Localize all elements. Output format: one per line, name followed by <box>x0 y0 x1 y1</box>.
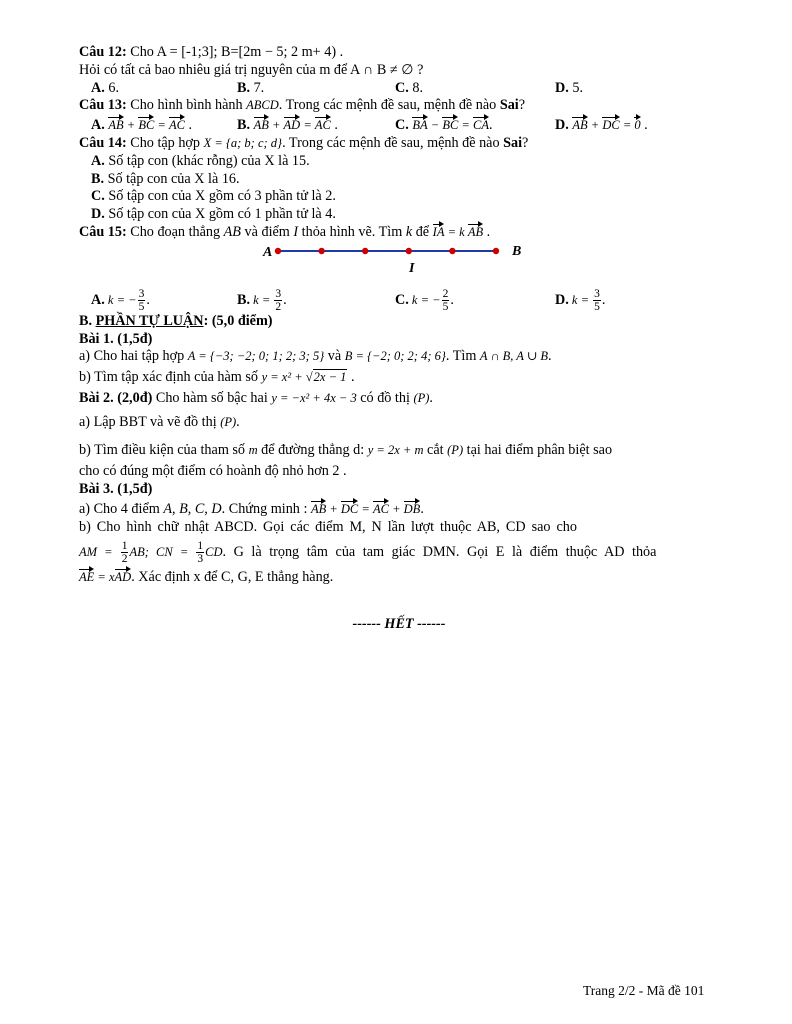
q14-stem-end: . Trong các mệnh đề sau, mệnh đề nào <box>282 134 504 151</box>
q13-option-d[interactable] <box>555 117 695 135</box>
q14-stem-math: X = {a; b; c; d} <box>203 135 283 150</box>
vector: AB <box>108 117 123 135</box>
numerator: 1 <box>197 539 204 552</box>
q13-stem-end: . Trong các mệnh đề sau, mệnh đề nào <box>278 97 500 114</box>
point-i <box>406 248 412 254</box>
ab-expr: AB; CN = <box>129 544 196 559</box>
q14-stem <box>79 135 719 153</box>
param-m: m <box>248 442 258 457</box>
bai2-b-mid2: cắt <box>423 441 448 458</box>
bai1-a-pre: a) Cho hai tập hợp <box>79 348 188 365</box>
sqrt-expr: 2x − 1 <box>313 370 347 385</box>
segment-diagram <box>79 242 719 294</box>
option-pre: k = − <box>408 292 441 307</box>
vector: DC <box>341 501 358 519</box>
graph-p: (P) <box>413 390 430 405</box>
bai2-b-pre: b) Tìm điều kiện của tham số <box>79 441 249 458</box>
option-key: A. <box>91 117 105 134</box>
point-mark <box>318 248 324 254</box>
bai3-b-line3 <box>79 569 719 587</box>
vector: AC <box>315 117 331 135</box>
q13-options <box>79 117 719 135</box>
option-pre: k = <box>250 292 274 307</box>
option-key: D. <box>555 79 569 96</box>
bai1-b: b) Tìm tập xác định của hàm số y = x² + √2x − 1 . <box>79 369 355 386</box>
set-a: A = {−3; −2; 0; 1; 2; 3; 5} <box>187 349 325 364</box>
option-end: . <box>184 117 193 134</box>
vector: BC <box>138 117 154 135</box>
vector: AD <box>284 117 301 135</box>
bai2-a-pre: a) Lập BBT và vẽ đồ thị <box>79 413 221 430</box>
bai2-b-line2: cho có đúng một điểm có hoành độ nhỏ hơn 2 . <box>79 463 347 480</box>
q14-label: Câu 14: <box>79 134 127 151</box>
bai3-b-end: . Xác định x để C, G, E thẳng hàng. <box>131 568 334 585</box>
operator: + <box>123 118 139 133</box>
label-i: I <box>409 260 415 276</box>
denominator: 3 <box>197 552 204 565</box>
vector: AB <box>468 224 483 242</box>
vector: AB <box>254 117 269 135</box>
q15-ab: AB <box>223 223 241 240</box>
vector: AC <box>169 117 185 135</box>
option-key: A. <box>91 291 105 308</box>
point-b <box>493 248 499 254</box>
bai2-b-line1 <box>79 442 719 460</box>
denominator: 5 <box>442 300 449 313</box>
bai2-b-mid: để đường thẳng d: <box>257 441 368 458</box>
option-key: C. <box>395 79 409 96</box>
q14-option-d[interactable] <box>79 206 719 224</box>
part-b-prefix: B. <box>79 312 96 329</box>
operator: = x <box>94 569 115 584</box>
q13-stem-math: ABCD <box>246 98 279 113</box>
option-pre: k = <box>568 292 593 307</box>
cd-expr: CD <box>205 544 223 559</box>
q13-stem <box>79 97 719 115</box>
vector: BA <box>412 117 427 135</box>
bai3-a-pre: a) Cho 4 điểm <box>79 500 164 517</box>
operator: + <box>388 501 404 516</box>
q14-stem-bold: Sai <box>503 134 523 151</box>
q12-stem-text: Cho A = [-1;3]; B=[2m − 5; 2 m+ 4) . <box>130 44 344 60</box>
q15-stem-text: Cho đoạn thẳng <box>126 223 224 240</box>
bai2-a <box>79 414 719 432</box>
option-end: . <box>330 117 338 134</box>
option-end: . <box>450 291 454 308</box>
option-end: . <box>488 117 493 134</box>
q13-option-a[interactable] <box>91 117 237 135</box>
bai3-a <box>79 501 719 519</box>
q14-option-b[interactable] <box>79 171 719 189</box>
set-b: B = {−2; 0; 2; 4; 6} <box>344 349 446 364</box>
vector: DC <box>602 117 619 135</box>
vector: AE <box>79 569 94 587</box>
set-ops: A ∩ B, A ∪ B <box>479 349 549 364</box>
option-key: C. <box>395 117 409 134</box>
bai3-a-end: . <box>420 500 424 517</box>
vector: AB <box>572 117 587 135</box>
exam-page <box>79 44 719 634</box>
operator: = <box>358 501 373 516</box>
point-a <box>275 248 281 254</box>
q15-label: Câu 15: <box>79 223 127 240</box>
bai2-b-end: tại hai điểm phân biệt sao <box>463 441 613 458</box>
numerator: 2 <box>442 287 449 300</box>
option-text: Số tập con của X là 16. <box>104 170 240 187</box>
operator: + <box>587 118 603 133</box>
q13-option-b[interactable] <box>237 117 395 135</box>
q12-label: Câu 12: <box>79 44 127 60</box>
bai1-b-end: . <box>347 369 355 386</box>
option-key: B. <box>237 291 251 308</box>
am-expr: AM = <box>79 544 120 559</box>
operator: = <box>458 118 473 133</box>
numerator: 3 <box>138 287 145 300</box>
part-b-suffix: : (5,0 điểm) <box>203 312 273 329</box>
operator: = <box>154 118 169 133</box>
option-end: . <box>640 117 648 134</box>
vector: CA <box>473 117 489 135</box>
label-b: B <box>512 243 522 259</box>
operator: = <box>300 118 315 133</box>
end-mark: ------ HẾT ------ <box>352 616 446 633</box>
numerator: 3 <box>594 287 600 300</box>
vector: IA <box>433 224 445 242</box>
graph-p: (P) <box>220 414 237 429</box>
vector: 0 <box>634 117 640 135</box>
bai3-b-line1: b) Cho hình chữ nhật ABCD. Gọi các điểm M, N lần lượt thuộc AB, CD sao cho <box>79 518 577 535</box>
q14-stem-text: Cho tập hợp <box>126 134 204 151</box>
bai3-a-mid: . Chứng minh : <box>221 500 311 517</box>
bai2-stem-dot: . <box>429 389 433 406</box>
q13-stem-bold: Sai <box>499 97 519 114</box>
q14-stem-q: ? <box>522 134 529 151</box>
denominator: 5 <box>138 300 145 313</box>
bai2-stem-end: có đồ thị <box>356 389 414 406</box>
q12-stem2: Hỏi có tất cả bao nhiêu giá trị nguyên của m để A ∩ B ≠ ∅ ? <box>79 61 424 78</box>
bai2-stem <box>79 390 719 408</box>
bai3-b-line2 <box>79 540 719 565</box>
option-end: . <box>283 291 287 308</box>
label-a: A <box>263 244 273 260</box>
bai3-label: Bài 3. (1,5đ) <box>79 481 153 498</box>
option-key: A. <box>91 79 105 96</box>
option-key: D. <box>555 291 569 308</box>
option-text: 5. <box>568 79 583 96</box>
bai3-b-rest: . G là trọng tâm của tam giác DMN. Gọi E là điểm thuộc AD thỏa <box>222 543 657 560</box>
q15-stem-mid: và điểm <box>240 223 294 240</box>
option-key: C. <box>395 291 409 308</box>
denominator: 2 <box>275 300 282 313</box>
option-text: Số tập con của X gồm có 1 phần tử là 4. <box>104 206 336 223</box>
bai1-a-end: . <box>548 348 552 365</box>
option-pre: k = − <box>104 292 137 307</box>
q14-option-a[interactable] <box>79 153 719 171</box>
function-expr: y = −x² + 4x − 3 <box>271 390 357 405</box>
fraction <box>121 540 129 565</box>
graph-p: (P) <box>447 442 464 457</box>
operator: = <box>619 118 635 133</box>
option-end: . <box>601 291 606 308</box>
operator: + <box>326 501 341 516</box>
vector: AD <box>115 569 132 587</box>
bai2-stem-pre: Cho hàm số bậc hai <box>152 389 272 406</box>
q12-option-b[interactable] <box>237 80 395 98</box>
q13-label: Câu 13: <box>79 97 127 114</box>
q13-option-c[interactable] <box>395 117 555 135</box>
operator: − <box>427 118 443 133</box>
q12-option-c[interactable] <box>395 80 555 98</box>
point-mark <box>449 248 455 254</box>
option-text: Số tập con của X gồm có 3 phần tử là 2. <box>104 188 336 205</box>
operator: = k <box>444 224 468 239</box>
vector: DB <box>404 501 421 519</box>
option-end: . <box>146 291 150 308</box>
page-footer: Trang 2/2 - Mã đề 101 <box>583 983 705 998</box>
operator: + <box>268 118 284 133</box>
q14-option-c[interactable] <box>79 188 719 206</box>
option-key: D. <box>91 206 105 223</box>
option-key: B. <box>237 79 251 96</box>
bai1-b-pre: b) Tìm tập xác định của hàm số <box>79 369 262 386</box>
q15-stem-end2: để <box>412 223 433 240</box>
bai1-a-mid2: . Tìm <box>445 348 480 365</box>
q13-stem-text: Cho hình bình hành <box>126 97 247 114</box>
option-key: C. <box>91 188 105 205</box>
bai1-a <box>79 348 719 366</box>
q15-figure <box>79 242 719 294</box>
option-key: B. <box>237 117 251 134</box>
vector: AC <box>373 501 389 519</box>
q12-options <box>79 80 719 98</box>
option-text: 8. <box>408 79 423 96</box>
function-expr: y = x² + <box>261 370 306 385</box>
q12-option-d[interactable] <box>555 80 695 98</box>
part-b-underlined: PHẦN TỰ LUẬN <box>95 312 204 329</box>
bai1-a-mid: và <box>324 348 345 365</box>
part-b-title <box>79 313 719 331</box>
point-mark <box>362 248 368 254</box>
q15-stem-end: thỏa hình vẽ. Tìm <box>298 223 406 240</box>
option-text: 6. <box>104 79 119 96</box>
q13-stem-q: ? <box>518 97 526 114</box>
q12-option-a[interactable] <box>91 80 237 98</box>
q15-i: I <box>293 223 299 240</box>
option-key: A. <box>91 152 105 169</box>
denominator: 2 <box>121 552 128 565</box>
option-text: 7. <box>250 79 265 96</box>
option-text: Số tập con (khác rỗng) của X là 15. <box>104 152 310 169</box>
bai2-a-dot: . <box>236 413 240 430</box>
bai1-label: Bài 1. (1,5đ) <box>79 330 153 347</box>
q15-dot: . <box>483 223 491 240</box>
vector: BC <box>442 117 458 135</box>
option-key: B. <box>91 170 105 187</box>
bai2-label: Bài 2. (2,0đ) <box>79 389 153 406</box>
denominator: 5 <box>594 300 600 313</box>
option-key: D. <box>555 117 569 134</box>
numerator: 1 <box>121 539 128 552</box>
points: A, B, C, D <box>163 500 222 517</box>
fraction <box>196 540 204 565</box>
line-expr: y = 2x + m <box>367 442 424 457</box>
q12-stem <box>79 44 719 62</box>
q15-k: k <box>405 223 413 240</box>
numerator: 3 <box>275 287 282 300</box>
q15-stem <box>79 224 719 242</box>
vector: AB <box>311 501 326 519</box>
